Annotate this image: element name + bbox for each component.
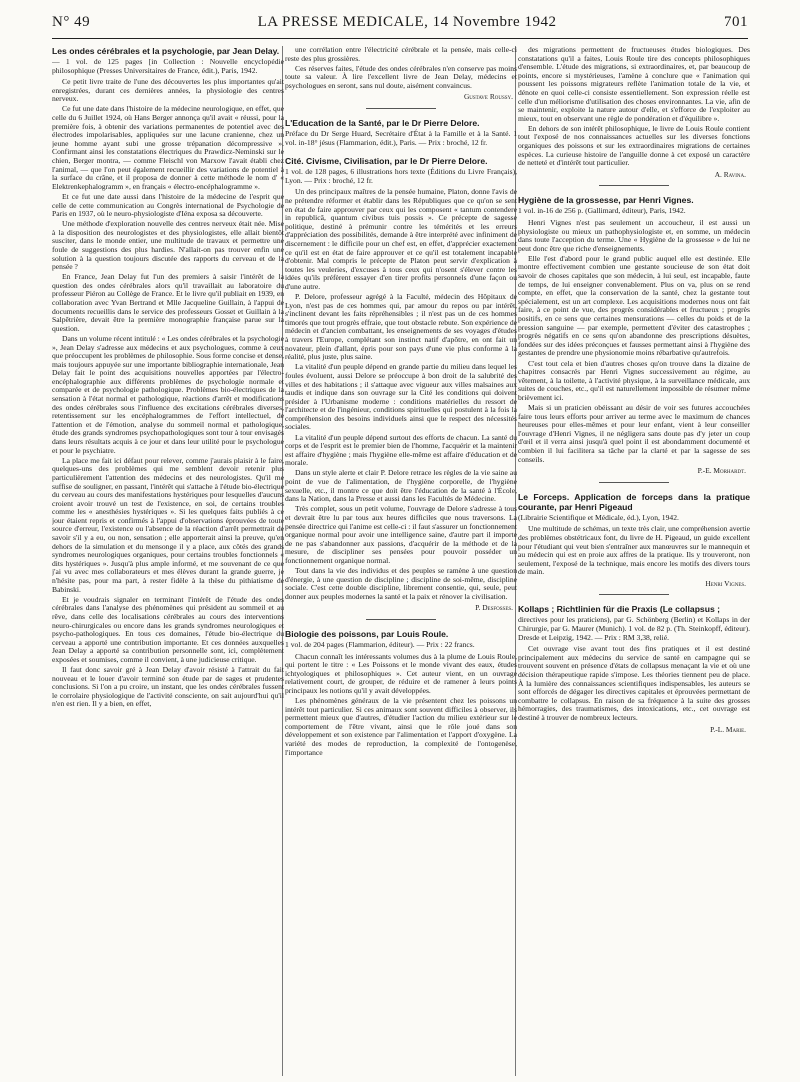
paragraph: Dans un style alerte et clair P. Delore retrace les règles de la vie saine au point de vue de l'alimentation, de l'hygiène corporelle, de l'hygiène sexuelle, etc., il montre ce que doit être l'éducation de la santé à l'École, dans la Nation, dans la Presse et aussi dans les Facultés de Médecine. — [285, 468, 517, 504]
separator — [599, 185, 669, 186]
column-3 — [518, 46, 750, 1076]
paragraph: La place me fait ici défaut pour relever, comme j'aurais plaisir à le faire, quelques-uns des problèmes qui me semblent devoir retenir plus particulièrement l'attention des médecins et des neurologistes. Qu'il me suffise de souligner, en passant, l'intérêt qui s'attache à l'étude bio-électrique du cerveau au cours des manifestations hystériques pour lesquelles d'aucuns croient avoir trouvé un test de l'existence, en soi, de certains troubles comme les « anesthésies hystériques ». Si les quelques faits publiés à ce jour étaient repris et confirmés à l'appui d'observations éprouvées de toute source d'erreur, l'existence ou l'absence de la réaction d'arrêt permettrait de savoir s'il y a eu, ou non, sensation ; elle apporterait ainsi la preuve, qu'en dehors de la simulation et du mensonge il y a place, aux côtés des grands syndromes neurologiques organiques, pour certains troubles fonctionnels « dits hystériques ». Jusqu'à plus ample informé, et me souvenant de ce que j'ai vu avec mes collaborateurs et mes élèves durant la grande guerre, je n'hésite pas, pour ma part, à rester fidèle à la thèse du pithiatisme de Babinski. — [52, 455, 284, 594]
column-2 — [285, 46, 517, 1076]
review-heading: Kollaps ; Richtlinien für die Praxis (Le collapsus ; — [518, 604, 720, 615]
review-citation: Préface du Dr Serge Huard, Secrétaire d'État à la Famille et à la Santé. 1 vol. in-18° jésus (Flammarion, édit.), Paris. — Prix : broché, 12 fr. — [285, 129, 517, 147]
paragraph: Ce petit livre traite de l'une des découvertes les plus importantes qu'ait enregistrées, durant ces dernières années, la physiologie des centres nerveux. — [52, 77, 284, 104]
journal-title: LA PRESSE MEDICALE, 14 Novembre 1942 — [257, 14, 557, 30]
paragraph: Une multitude de schémas, un texte très clair, une compréhension avertie des problèmes obstétricaux font, du livre de H. Pigeaud, un guide excellent pour l'étudiant qui veut bien s'entraîner aux manœuvres sur le mannequin et au médecin qui est en proie aux affres de la pratique. Ils y trouveront, non seulement, l'exposé de la technique, mais encore les motifs des divers tours de main. — [518, 524, 750, 577]
reviewer-signature: Henri Vignes. — [705, 578, 746, 588]
reviewer-signature: P. Desfosses. — [475, 603, 513, 613]
reviewer-signature: P.-L. Marie. — [710, 724, 746, 734]
reviewer-signature: A. Ravina. — [714, 169, 746, 179]
paragraph: une corrélation entre l'électricité cérébrale et la pensée, mais celle-ci reste des plus grossières. — [285, 46, 517, 63]
review-heading: Biologie des poissons, par Louis Roule. — [285, 628, 449, 639]
reviewer-signature: Gustave Roussy. — [463, 92, 513, 102]
paragraph: des migrations permettent de fructueuses études biologiques. Des constatations qu'il a faites, Louis Roule tire des concepts philosophiques d'ensemble. L'étude des migrations, si extraordinaires, et, par beaucoup de points, encore si mystérieuses, l'amène à conclure que « l'animation qui poussent les poissons migrateurs reflète l'animation totale de la vie, et dénote en quoi celle-ci consiste essentiellement. Son expression réelle est celle d'un méliorisme d'utilisation des choses environnantes. La vie, afin de se maintenir, exploite la nature autour d'elle, et s'efforce de l'exploiter au mieux, tout en observant une règle de pondération et d'équilibre ». — [518, 46, 750, 123]
paragraph: Un des principaux maîtres de la pensée humaine, Platon, donne l'avis de ne prétendre réformer et établir dans les Républiques que ce qu'on se sent en état de faire approuver par ceux qui les composent « tantum contendere in republicâ, quantum civibus tuis possis ». Ce précepte de sagesse politique, destiné à prémunir contre les témérités et les erreurs d'appréciation des possibilités, demande à être interprété avec infiniment de discernement : le difficile pour un chef est, en effet, d'apprécier exactement ce qu'il est en état de faire approuver et ce qu'il est totalement incapable d'obtenir. Mal compris le précepte de Platon peut servir d'explication à toutes les veuleries, d'excuses à tous ceux qui n'osent s'élever contre les idées qu'ils préfèrent essayer d'en tirer profits personnels d'une façon ou d'une autre. — [285, 187, 517, 291]
column-1 — [52, 46, 284, 1076]
paragraph: Elle l'est d'abord pour le grand public auquel elle est destinée. Elle montre effectivement combien une gestante soucieuse de son état doit savoir de choses capitales que son médecin, à lui seul, est incapable, faute de temps, de lui enseigner convenablement. Plus on va, plus on se rend compte, en effet, que la conservation de la santé, chez la gestante tout spécialement, est un art complexe. Les acquisitions modernes nous ont fait faire, à ce point de vue, des progrès considérables et fructueux ; progrès positifs, en ce sens que certaines mensurations — celles du poids et de la pression sanguine — par exemple, permettent d'éviter des catastrophes ; progrès négatifs en ce sens qu'on abandonne des prescriptions désuètes, fondées sur des idées préconçues et fausses permettant ainsi à l'hygiène des gestantes de prendre une physionomie moins rébarbative qu'autrefois. — [518, 253, 750, 358]
separator — [366, 108, 436, 109]
review-citation: 1 vol. de 128 pages, 6 illustrations hors texte (Éditions du Livre Français), Lyon. — Prix : broché, 12 fr. — [285, 167, 517, 185]
paragraph: Tout dans la vie des individus et des peuples se ramène à une question d'énergie, à une question de discipline ; discipline de soi-même, discipline sociale. C'est cette double discipline, librement consentie, qui, seule, peut donner aux peuples modernes la santé et la paix et rénover la civilisation. — [285, 565, 517, 601]
review-heading: Le Forceps. Application de forceps dans la pratique courante, par Henri Pigeaud — [518, 491, 750, 512]
paragraph: Cet ouvrage vise avant tout des fins pratiques et il est destiné principalement aux médecins du service de santé en campagne qui se trouvent souvent en présence d'états de collapsus menaçant la vie et où une décision thérapeutique rapide s'impose. Les théories tiennent peu de place. À la lumière des connaissances scientifiques indispensables, les auteurs se sont efforcés de dégager les directives capitales et éprouvées permettant de combattre le collapsus. En raison de sa fréquence à la suite des grosses hémorragies, des traumatismes, des intoxications, etc., cet ouvrage est destiné à trouver de nombreux lecteurs. — [518, 644, 750, 722]
review-heading: Hygiène de la grossesse, par Henri Vignes. — [518, 195, 694, 206]
paragraph: C'est tout cela et bien d'autres choses qu'on trouve dans la dizaine de chapitres consacrés par Henri Vignes successivement au régime, au vêtement, à la toilette, à l'activité physique, à la surveillance médicale, aux suites de couches, etc., qu'il est naturellement impossible de résumer même brièvement ici. — [518, 358, 750, 402]
paragraph: Ce fut une date dans l'histoire de la médecine neurologique, en effet, que celle du 6 Juillet 1924, où Hans Berger annonça qu'il avait « réussi, pour la première fois, à obtenir des variations permanentes de potentiel avec des électrodes impolarisables, appliquées sur une lacune cranienne, chez un jeune homme ayant subi une grosse trépanation décompressive ». Confirmant ainsi les constatations électriques du Prawdicz-Neminski sur le chien, Berger montra, — comme Fleischl von Marxow l'avait établi chez l'animal, — que l'on peut également recueillir des variations de potentiel à la surface du crâne, et il proposa de donner à cette méthode le nom d' « Elektrenkephalogramm », en français « électro-encéphalogramme ». — [52, 104, 284, 191]
page-number-right: 701 — [724, 14, 748, 30]
paragraph: Les phénomènes généraux de la vie présentent chez les poissons un intérêt tout particulier. Si ces animaux sont souvent difficiles à observer, ils permettent mieux que d'autres, d'étudier l'action du milieu extérieur sur le comportement de l'être vivant, ainsi que le rôle joué dans son développement et son existence par l'alimentation et l'apport d'oxygène. La variété des modes de reproduction, la complexité de l'ontogenèse, l'importance — [285, 696, 517, 757]
paragraph: P. Delore, professeur agrégé à la Faculté, médecin des Hôpitaux de Lyon, n'est pas de ces hommes qui, par amour du repos ou par intérêt, s'inclinent devant les faits répréhensibles ; il n'est pas un de ces hommes timorés que tout progrès effraie, que tout obstacle rebute. Son expérience de médecin et d'ancien combattant, les enseignements de ses voyages d'études à travers l'Europe, complétant son instinct natif d'apôtre, en ont fait un novateur, plein d'allant, épris pour son pays d'une vie plus conforme à la réalité, plus juste, plus saine. — [285, 292, 517, 362]
paragraph: La vitalité d'un peuple dépend surtout des efforts de chacun. La santé du corps et de l'esprit est le premier bien de l'homme, l'acquérir et la maintenir est affaire d'hygiène ; mais l'hygiène elle-même est affaire d'éducation et de morale. — [285, 432, 517, 468]
review-citation: directives pour les praticiens), par G. Schönberg (Berlin) et Kollaps in der Chirurgie, par G. Maurer (Munich). 1 vol. de 82 p. (Th. Steinkopff, éditeur). Dresde et Leipzig, 1942. — Prix : RM 3,38, relié. — [518, 615, 750, 642]
paragraph: Mais si un praticien obéissant au désir de voir ses futures accouchées faire tous leurs efforts pour arriver au terme avec le maximum de chances heureuses pour elles-mêmes et pour leur enfant, vient à leur conseiller l'ouvrage d'Henri Vignes, il ne négligera sans doute pas d'y jeter un coup d'œil et il verra ainsi jusqu'à quel point il est abondamment documenté et combien il lui facilitera sa tâche par la clarté et par la sagesse de ses conseils. — [518, 402, 750, 464]
review-citation: (Librairie Scientifique et Médicale, éd.), Lyon, 1942. — [518, 512, 679, 522]
review-citation: — 1 vol. de 125 pages [in Collection : Nouvelle encyclopédie philosophique (Presses Universitaires de France, édit.), Paris, 1942. — [52, 57, 284, 75]
review-heading: L'Education de la Santé, par le Dr Pierre Delore. — [285, 118, 480, 129]
separator — [599, 482, 669, 483]
paragraph: Chacun connaît les intéressants volumes dus à la plume de Louis Roule, qui portent le titre : « Les Poissons et le monde vivant des eaux, études ichtyologiques et philosophiques ». Cet auteur vient, en un ouvrage relativement court, de grouper, de réduire et de ramener à leurs points principaux les notions qu'il y avait développées. — [285, 651, 517, 695]
paragraph: Très complet, sous un petit volume, l'ouvrage de Delore s'adresse à tous et devrait être lu par tous aux heures difficiles que nous traversons. La pensée directrice qui l'anime est celle-ci : il faut s'assurer un fonctionnement organique normal pour avoir une intelligence saine, d'autre part il importe de ne pas s'abandonner aux passions, d'acquérir de la méthode et de la mesure, de discipliner ses pensées pour pouvoir posséder un fonctionnement organique normal. — [285, 504, 517, 565]
paragraph: Henri Vignes n'est pas seulement un accoucheur, il est aussi un physiologiste ou mieux un pathophysiologiste et, en somme, un médecin dans toute l'acception du terme. Une « Hygiène de la grossesse » de lui ne peut donc être que riche d'enseignements. — [518, 218, 750, 253]
masthead — [52, 14, 748, 36]
paragraph: Une méthode d'exploration nouvelle des centres nerveux était née. Mise à la disposition des neurologistes et des physiologistes, elle allait bientôt susciter, dans le monde entier, une multitude de travaux et permettre une foule de suggestions des plus hardies. N'allait-on pas trouver enfin une solution à la question toujours discutée des rapports du cerveau et de la pensée ? — [52, 219, 284, 272]
paragraph: Et je voudrais signaler en terminant l'intérêt de l'étude des ondes cérébrales dans l'analyse des phénomènes qui président au sommeil et au rêve, dans celle des localisations cérébrales au cours des interventions neuro-chirurgicales ou encore dans les grands syndromes neurologiques et psycho-pathologiques. En tous ces domaines, l'étude bio-électrique du cerveau a apporté une contribution importante. Et ces données auxquelles Jean Delay a apporté sa contribution personnelle sont, ici, complètement exposées et soumises, comme il convient, à une judicieuse critique. — [52, 594, 284, 664]
paragraph: Dans un volume récent intitulé : « Les ondes cérébrales et la psychologie », Jean Delay s'adresse aux médecins et aux psychologues, comme à ceux que préoccupent les problèmes de philosophie. Sous forme concise et dense, mais toujours appuyée sur une importante bibliographie internationale, Jean Delay fait le point des acquisitions nouvelles apportées par l'électro-encéphalographie aux différents problèmes de psychologie normale et comparée et de psychologie pathologique. Problèmes bio-électriques de la sensation à l'état normal et pathologique, réactions d'arrêt et modifications des ondes cérébrales sous l'influence des excitations cérébrales diverses, retentissement sur les encéphalogrammes de l'effort intellectuel, de l'attention et de l'émotion, analyse du sommeil normal et pathologique, étude des grands syndromes psychopathologiques sont tour à tour envisagés dans leurs résultats acquis à ce jour et dans leur utilité pour le psychologue et pour le psychiatre. — [52, 333, 284, 455]
paragraph: La vitalité d'un peuple dépend en grande partie du milieu dans lequel les foules évoluent, aussi Delore se préoccupe à bon droit de la salubrité des villes et des habitations ; il s'attaque avec vigueur aux villes malsaines aux taudis et indique dans son ouvrage sur la Cité les conditions qui doivent présider à l'Urbanisme moderne : conditions matérielles du ressort de l'architecte et de l'ingénieur, conditions spirituelles qui postulent à la fois la compréhension des besoins individuels ainsi que le respect des nécessités sociales. — [285, 362, 517, 432]
paragraph: Il faut donc savoir gré à Jean Delay d'avoir résisté à l'attrait du fait nouveau et le louer d'avoir terminé son étude par de sages et prudentes conclusions. Si l'on a pu croire, un instant, que les ondes cérébrales fussent le corrolaire physiologique de l'activité consciente, on sait aujourd'hui qu'il n'en est rien. Il y a bien, en effet, — [52, 664, 284, 709]
header-rule — [52, 38, 748, 39]
page-number-left: N° 49 — [52, 14, 91, 30]
paragraph: En France, Jean Delay fut l'un des premiers à saisir l'intérêt de la question des ondes cérébrales alors qu'il travaillait au laboratoire du professeur Piéron au Collège de France. Et le livre qu'il publiait en 1939, en collaboration avec Yvan Bertrand et Mlle Jacqueline Guillain, à l'appui de documents recueillis dans le service des professeurs Gosset et Guillain à la Salpêtrière, devait être la première monographie française parue sur la question. — [52, 272, 284, 333]
review-heading: Cité. Civisme, Civilisation, par le Dr Pierre Delore. — [285, 156, 488, 167]
separator — [599, 594, 669, 595]
paragraph: Ces réserves faites, l'étude des ondes cérébrales n'en conserve pas moins toute sa valeur. À lire l'excellent livre de Jean Delay, médecins et psychologues en seront, sans nul doute, aisément convaincus. — [285, 63, 517, 90]
review-heading: Les ondes cérébrales et la psychologie, par Jean Delay. — [52, 46, 280, 56]
paragraph: Et ce fut une date aussi dans l'histoire de la médecine de l'esprit que celle de cette communication au Congrès international de Psychologie de Paris en 1937, où le neuro-physiologiste d'Iéna exposa sa découverte. — [52, 191, 284, 219]
paragraph: En dehors de son intérêt philosophique, le livre de Louis Roule contient tout l'exposé de nos connaissances actuelles sur les diverses fonctions organiques des poissons et sur les extraordinaires migrations de certaines espèces. La curieuse histoire de l'anguille donne à cet exposé un caractère de netteté et d'intérêt tout particulier. — [518, 123, 750, 168]
separator — [366, 619, 436, 620]
review-citation: 1 vol. de 204 pages (Flammarion, éditeur). — Prix : 22 francs. — [285, 639, 475, 649]
reviewer-signature: P.-E. Morhardt. — [697, 466, 746, 476]
review-citation: 1 vol. in-16 de 256 p. (Gallimard, éditeur), Paris, 1942. — [518, 206, 686, 216]
